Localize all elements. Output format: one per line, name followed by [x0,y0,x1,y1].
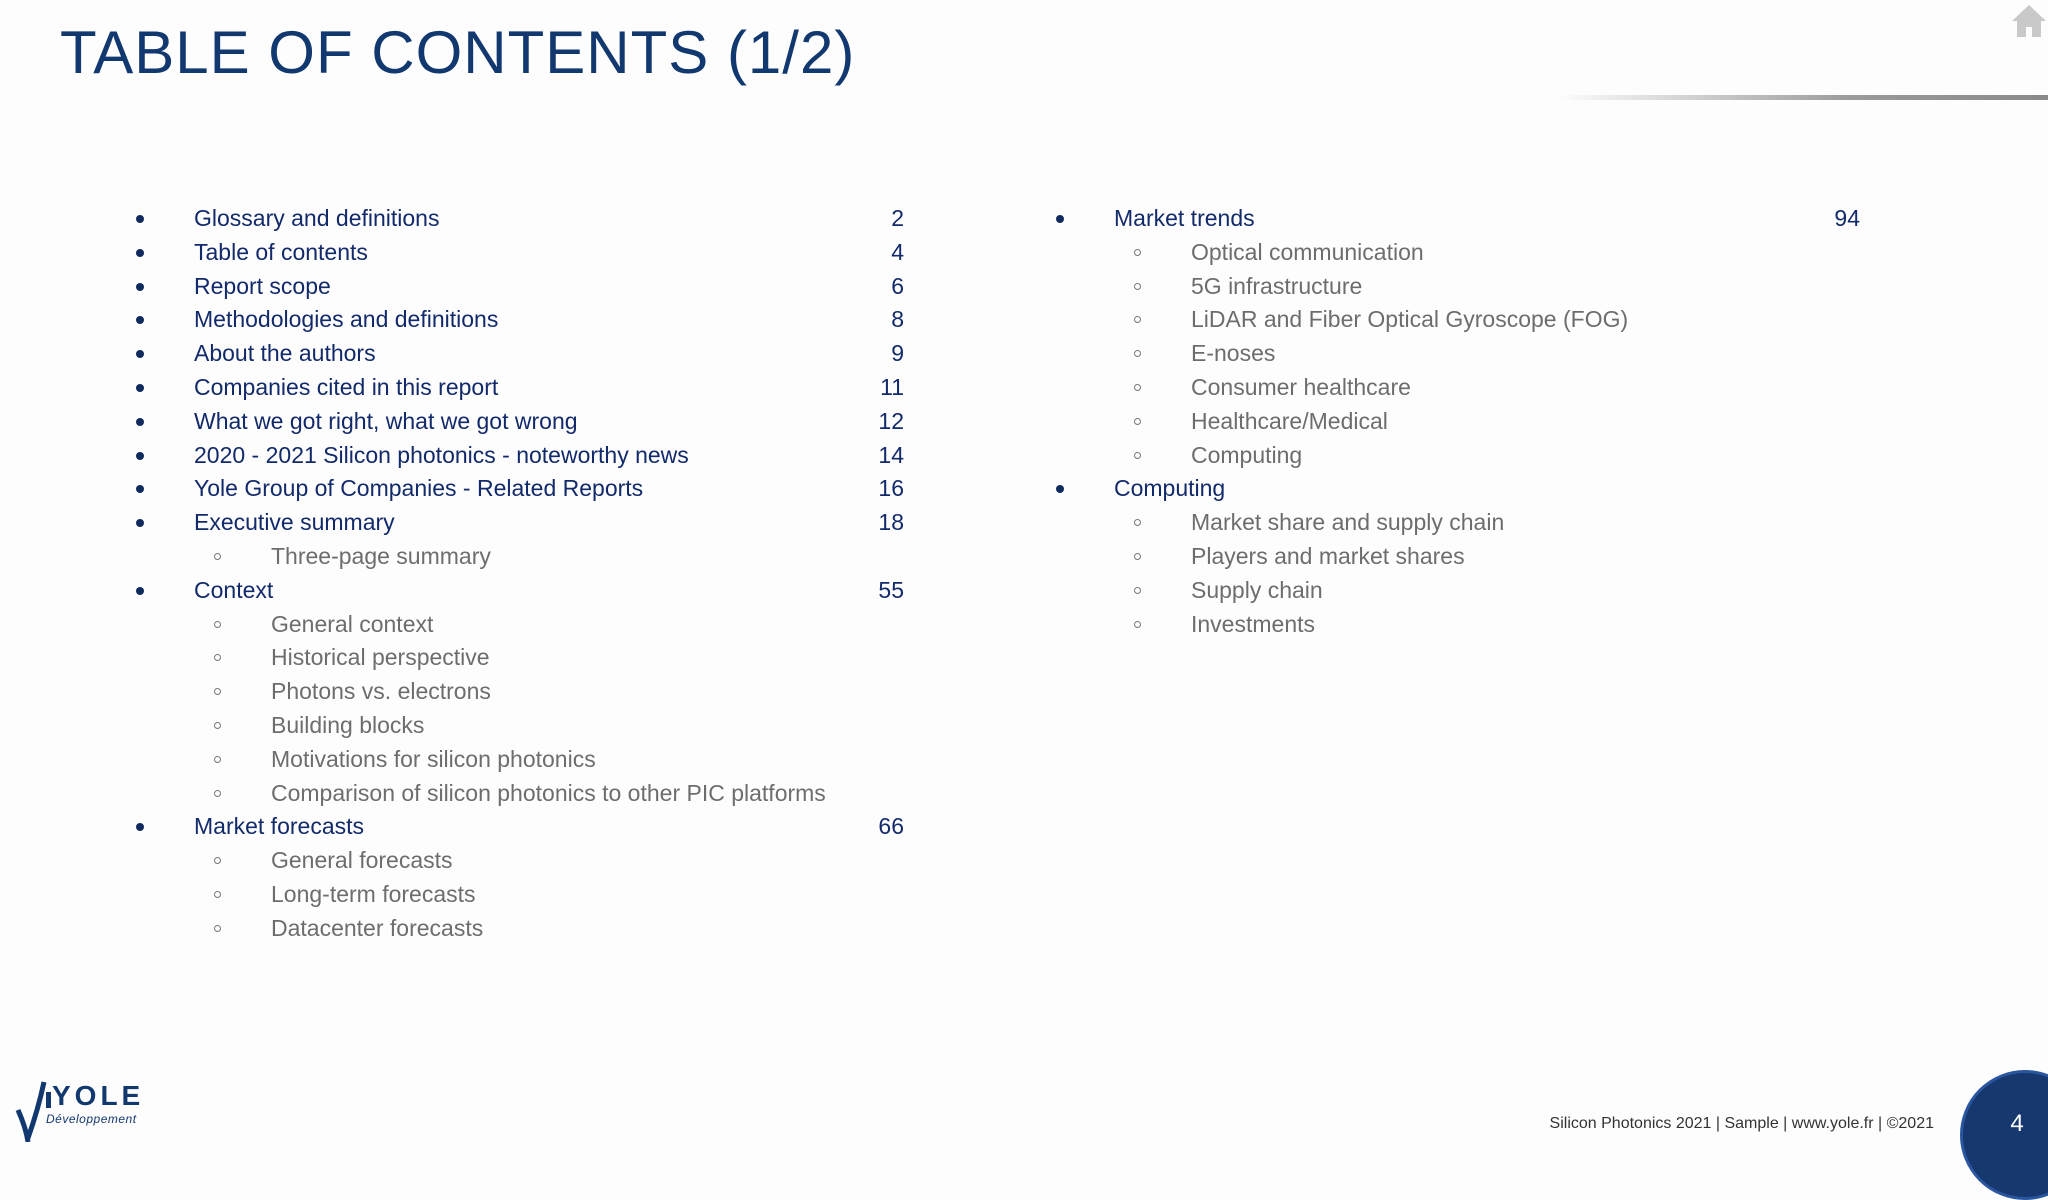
toc-subentry[interactable] [136,743,936,777]
toc-entry-page: 11 [880,373,904,400]
circle-bullet-icon [1134,249,1141,256]
toc-subentry[interactable] [1056,405,1876,439]
page-number: 4 [2010,1110,2024,1137]
toc-entry-page: 14 [878,441,904,468]
circle-bullet-icon [214,891,221,898]
toc-entry-page: 4 [891,238,904,265]
toc-subentry[interactable] [136,777,936,811]
bullet-icon [136,283,144,291]
toc-entry-label: Glossary and definitions [194,205,440,231]
logo-name: YOLE [52,1080,145,1111]
toc-subentry-label: General forecasts [271,847,453,874]
toc-right-column [1056,202,1876,641]
toc-left-column [136,202,936,946]
toc-entry[interactable] [136,236,936,270]
circle-bullet-icon [214,857,221,864]
home-icon[interactable] [2010,2,2048,38]
bullet-icon [136,418,144,426]
bullet-icon [136,384,144,392]
circle-bullet-icon [1134,384,1141,391]
toc-subentry[interactable] [1056,270,1876,304]
circle-bullet-icon [1134,519,1141,526]
toc-subentry-label: Market share and supply chain [1191,509,1505,536]
bullet-icon [136,316,144,324]
toc-entry-page: 55 [878,576,904,603]
toc-subentry-label: Supply chain [1191,576,1323,603]
circle-bullet-icon [214,621,221,628]
toc-entry-label: Yole Group of Companies - Related Reports [194,475,644,502]
toc-subentry[interactable] [136,675,936,709]
toc-entry[interactable] [136,270,936,304]
circle-bullet-icon [1134,418,1141,425]
toc-entry[interactable] [1056,202,1876,236]
toc-entry[interactable] [136,337,936,371]
toc-entry[interactable] [136,371,936,405]
toc-subentry-label: E-noses [1191,340,1276,367]
circle-bullet-icon [1134,621,1141,628]
circle-bullet-icon [1134,283,1141,290]
toc-subentry[interactable] [1056,574,1876,608]
toc-entry-label: Report scope [194,272,331,299]
page-title: TABLE OF CONTENTS (1/2) [60,19,856,86]
toc-subentry[interactable] [136,878,936,912]
circle-bullet-icon [1134,553,1141,560]
toc-subentry[interactable] [136,844,936,878]
toc-subentry-label: LiDAR and Fiber Optical Gyroscope (FOG) [1191,306,1629,333]
circle-bullet-icon [1134,452,1141,459]
circle-bullet-icon [214,790,221,797]
footer-text: Silicon Photonics 2021 | Sample | www.yole.fr | ©2021 [1549,1115,1934,1132]
toc-entry-page: 12 [878,407,904,434]
toc-subentry-label: Three-page summary [271,542,491,569]
toc-entry-page: 8 [891,306,904,333]
toc-entry-label: Market forecasts [194,813,364,840]
circle-bullet-icon [214,925,221,932]
toc-entry-page: 2 [891,205,904,231]
toc-subentry-label: Players and market shares [1191,542,1465,569]
bullet-icon [1056,215,1064,223]
bullet-icon [136,587,144,595]
logo-mark-icon [14,1070,54,1142]
toc-subentry-label: General context [271,610,434,637]
circle-bullet-icon [214,553,221,560]
header-divider [1560,95,2048,100]
toc-entry-label: 2020 - 2021 Silicon photonics - noteworthy news [194,441,689,468]
toc-subentry[interactable] [1056,439,1876,473]
toc-entry-page: 6 [891,272,904,299]
bullet-icon [136,452,144,460]
toc-entry-label: About the authors [194,340,376,367]
circle-bullet-icon [214,654,221,661]
circle-bullet-icon [1134,587,1141,594]
toc-entry[interactable] [136,574,936,608]
toc-entry-label: Market trends [1114,205,1255,231]
toc-subentry[interactable] [1056,236,1876,270]
toc-entry-label: Computing [1114,475,1226,502]
bullet-icon [1056,485,1064,493]
toc-entry-page: 66 [878,813,904,840]
toc-subentry[interactable] [1056,608,1876,642]
toc-entry-page: 94 [1834,205,1860,231]
toc-subentry-label: Healthcare/Medical [1191,407,1388,434]
toc-entry[interactable] [136,202,936,236]
toc-entry-label: Table of contents [194,238,368,265]
toc-entry-label: Companies cited in this report [194,373,499,400]
toc-subentry[interactable] [136,540,936,574]
toc-subentry[interactable] [1056,506,1876,540]
toc-subentry-label: Computing [1191,441,1303,468]
toc-entry-label: Executive summary [194,509,395,536]
toc-subentry-label: Datacenter forecasts [271,914,484,941]
circle-bullet-icon [1134,350,1141,357]
bullet-icon [136,485,144,493]
toc-entry[interactable] [136,472,936,506]
toc-entry[interactable] [136,439,936,473]
toc-entry[interactable] [1056,472,1876,506]
toc-subentry-label: Optical communication [1191,238,1424,265]
bullet-icon [136,519,144,527]
toc-subentry[interactable] [136,641,936,675]
toc-subentry[interactable] [1056,371,1876,405]
toc-entry[interactable] [136,506,936,540]
toc-subentry-label: Consumer healthcare [1191,373,1411,400]
toc-entry-label: Methodologies and definitions [194,306,499,333]
bullet-icon [136,249,144,257]
toc-entry-label: What we got right, what we got wrong [194,407,578,434]
circle-bullet-icon [214,688,221,695]
toc-entry-page: 16 [878,475,904,502]
company-logo [14,1070,154,1142]
toc-entry[interactable] [136,405,936,439]
toc-subentry-label: Long-term forecasts [271,880,476,907]
circle-bullet-icon [214,756,221,763]
toc-subentry-label: Photons vs. electrons [271,678,491,705]
bullet-icon [136,215,144,223]
toc-subentry-label: Historical perspective [271,644,490,671]
toc-subentry-label: Building blocks [271,711,425,738]
toc-entry[interactable] [136,303,936,337]
toc-subentry-label: 5G infrastructure [1191,272,1363,299]
toc-subentry[interactable] [1056,303,1876,337]
toc-subentry[interactable] [1056,337,1876,371]
toc-subentry[interactable] [136,608,936,642]
bullet-icon [136,823,144,831]
toc-entry-page: 18 [878,509,904,536]
toc-entry[interactable] [136,810,936,844]
toc-subentry-label: Motivations for silicon photonics [271,745,596,772]
bullet-icon [136,350,144,358]
circle-bullet-icon [214,722,221,729]
toc-subentry[interactable] [136,912,936,946]
toc-entry-page: 9 [891,340,904,367]
circle-bullet-icon [1134,316,1141,323]
toc-entry-label: Context [194,576,274,603]
toc-subentry-label: Comparison of silicon photonics to other PIC platforms [271,779,826,806]
toc-subentry[interactable] [1056,540,1876,574]
toc-subentry[interactable] [136,709,936,743]
toc-subentry-label: Investments [1191,610,1315,637]
logo-subtitle: Développement [46,1112,137,1126]
